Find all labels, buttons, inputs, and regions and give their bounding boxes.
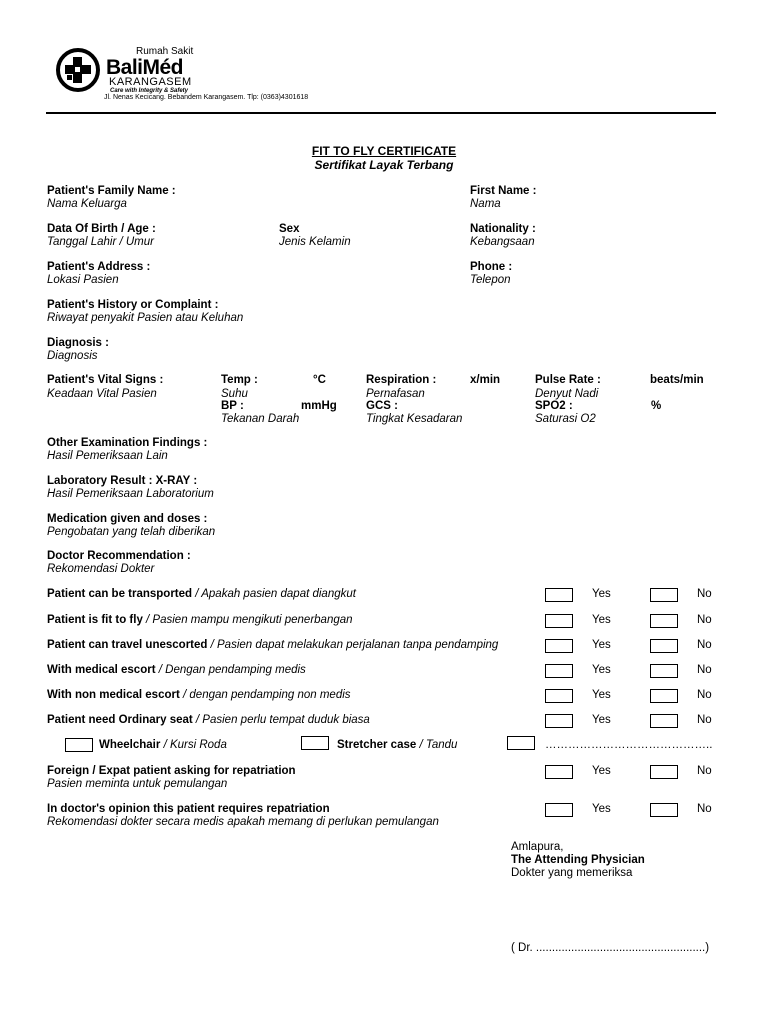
dob-label: Data Of Birth / Age : [47,223,156,235]
check-label-id: / Pasien dapat melakukan perjalanan tanpa pendamping [210,639,499,651]
temp-label-id: Suhu [221,388,248,400]
document-title: FIT TO FLY CERTIFICATE [311,144,457,158]
no-checkbox[interactable] [650,614,678,628]
address-label-id: Lokasi Pasien [47,274,119,286]
bp-label-id: Tekanan Darah [221,413,300,425]
family-name-label-id: Nama Keluarga [47,198,127,210]
check-row-medical-escort [47,664,306,676]
yes-label: Yes [592,765,611,777]
hospital-tagline: Care with Integrity & Safety [110,88,189,94]
diagnosis-label-id: Diagnosis [47,350,98,362]
repatriation-opinion-label-id: Rekomendasi dokter secara medis apakah memang di perlukan pemulangan [47,816,439,828]
history-label-id: Riwayat penyakit Pasien atau Keluhan [47,312,244,324]
yes-checkbox[interactable] [545,765,573,779]
yes-checkbox[interactable] [545,689,573,703]
no-checkbox[interactable] [650,765,678,779]
stretcher-label-id: / Tandu [419,739,458,751]
first-name-label-id: Nama [470,198,501,210]
check-row-fit-to-fly [47,614,353,626]
signature-place: Amlapura, [511,841,564,853]
sex-label-id: Jenis Kelamin [279,236,351,248]
nationality-label-id: Kebangsaan [470,236,535,248]
phone-label: Phone : [470,261,513,273]
check-label-id: / Apakah pasien dapat diangkut [195,588,356,600]
wheelchair-option [99,739,227,751]
sex-label: Sex [279,223,300,235]
no-label: No [697,765,712,777]
yes-checkbox[interactable] [545,714,573,728]
yes-label: Yes [592,614,611,626]
yes-checkbox[interactable] [545,588,573,602]
yes-label: Yes [592,664,611,676]
check-label-id: / Pasien perlu tempat duduk biasa [195,714,370,726]
stretcher-checkbox[interactable] [301,736,329,750]
no-checkbox[interactable] [650,664,678,678]
other-findings-label: Other Examination Findings : [47,437,208,449]
no-label: No [697,664,712,676]
pulse-label-id: Denyut Nadi [535,388,599,400]
spo2-unit: % [651,400,662,412]
vitals-label: Patient's Vital Signs : [47,374,164,386]
header-divider [46,112,716,114]
check-row-unescorted [47,639,498,651]
hospital-cross-icon [63,55,93,85]
hospital-brand: BaliMéd [106,56,184,79]
document-subtitle: Sertifikat Layak Terbang [314,158,454,172]
check-label: Patient is fit to fly [47,614,143,626]
yes-label: Yes [592,803,611,815]
no-checkbox[interactable] [650,803,678,817]
other-transport-checkbox[interactable] [507,736,535,750]
medication-label: Medication given and doses : [47,513,208,525]
signature-role-id: Dokter yang memeriksa [511,867,633,879]
phone-label-id: Telepon [470,274,511,286]
wheelchair-label: Wheelchair [99,739,161,751]
yes-checkbox[interactable] [545,639,573,653]
pulse-unit: beats/min [650,374,704,386]
check-label: Patient can travel unescorted [47,639,208,651]
yes-label: Yes [592,639,611,651]
no-checkbox[interactable] [650,689,678,703]
yes-label: Yes [592,689,611,701]
check-label: Patient need Ordinary seat [47,714,193,726]
check-label-id: / Dengan pendamping medis [158,664,306,676]
gcs-label-id: Tingkat Kesadaran [366,413,463,425]
doctor-signature-line[interactable]: ( Dr. .....................................................) [511,942,710,954]
bp-label: BP : [221,400,244,412]
no-label: No [697,714,712,726]
hospital-prefix: Rumah Sakit [136,46,194,57]
check-label-id: / Pasien mampu mengikuti penerbangan [146,614,353,626]
check-label-id: / dengan pendamping non medis [183,689,351,701]
spo2-label-id: Saturasi O2 [535,413,596,425]
yes-label: Yes [592,714,611,726]
temp-label: Temp : [221,374,258,386]
nationality-label: Nationality : [470,223,536,235]
hospital-branch: KARANGASEM [109,76,192,88]
check-row-non-medical-escort [47,689,351,701]
check-label: With non medical escort [47,689,180,701]
temp-unit: °C [313,374,326,386]
vitals-label-id: Keadaan Vital Pasien [47,388,157,400]
respiration-label: Respiration : [366,374,437,386]
history-label: Patient's History or Complaint : [47,299,219,311]
check-row-ordinary-seat [47,714,370,726]
yes-checkbox[interactable] [545,664,573,678]
respiration-label-id: Pernafasan [366,388,425,400]
repatriation-request-label-id: Pasien meminta untuk pemulangan [47,778,228,790]
yes-checkbox[interactable] [545,614,573,628]
no-checkbox[interactable] [650,639,678,653]
diagnosis-label: Diagnosis : [47,337,109,349]
check-label: Patient can be transported [47,588,193,600]
no-label: No [697,803,712,815]
repatriation-opinion-label: In doctor's opinion this patient requires repatriation [47,803,330,815]
dob-label-id: Tanggal Lahir / Umur [47,236,154,248]
yes-checkbox[interactable] [545,803,573,817]
gcs-label: GCS : [366,400,398,412]
no-label: No [697,614,712,626]
stretcher-option [337,739,457,751]
lab-result-label: Laboratory Result : X-RAY : [47,475,198,487]
no-label: No [697,639,712,651]
pulse-label: Pulse Rate : [535,374,601,386]
no-label: No [697,588,712,600]
other-findings-label-id: Hasil Pemeriksaan Lain [47,450,168,462]
no-checkbox[interactable] [650,714,678,728]
hospital-address: Jl. Nenas Kecicang. Bebandem Karangasem. Tlp: (0363)4301618 [104,94,309,101]
hospital-logo [56,48,100,92]
recommendation-label: Doctor Recommendation : [47,550,191,562]
check-label: With medical escort [47,664,156,676]
other-transport-line[interactable]: …………………………………….. [545,739,713,751]
lab-result-label-id: Hasil Pemeriksaan Laboratorium [47,488,214,500]
wheelchair-label-id: / Kursi Roda [163,739,227,751]
recommendation-label-id: Rekomendasi Dokter [47,563,155,575]
first-name-label: First Name : [470,185,537,197]
no-checkbox[interactable] [650,588,678,602]
yes-label: Yes [592,588,611,600]
wheelchair-checkbox[interactable] [65,738,93,752]
signature-role: The Attending Physician [511,854,645,866]
check-row-transported [47,588,356,600]
respiration-unit: x/min [470,374,501,386]
bp-unit: mmHg [301,400,337,412]
family-name-label: Patient's Family Name : [47,185,176,197]
medication-label-id: Pengobatan yang telah diberikan [47,526,216,538]
spo2-label: SPO2 : [535,400,573,412]
no-label: No [697,689,712,701]
address-label: Patient's Address : [47,261,151,273]
repatriation-request-label: Foreign / Expat patient asking for repatriation [47,765,296,777]
stretcher-label: Stretcher case [337,739,417,751]
